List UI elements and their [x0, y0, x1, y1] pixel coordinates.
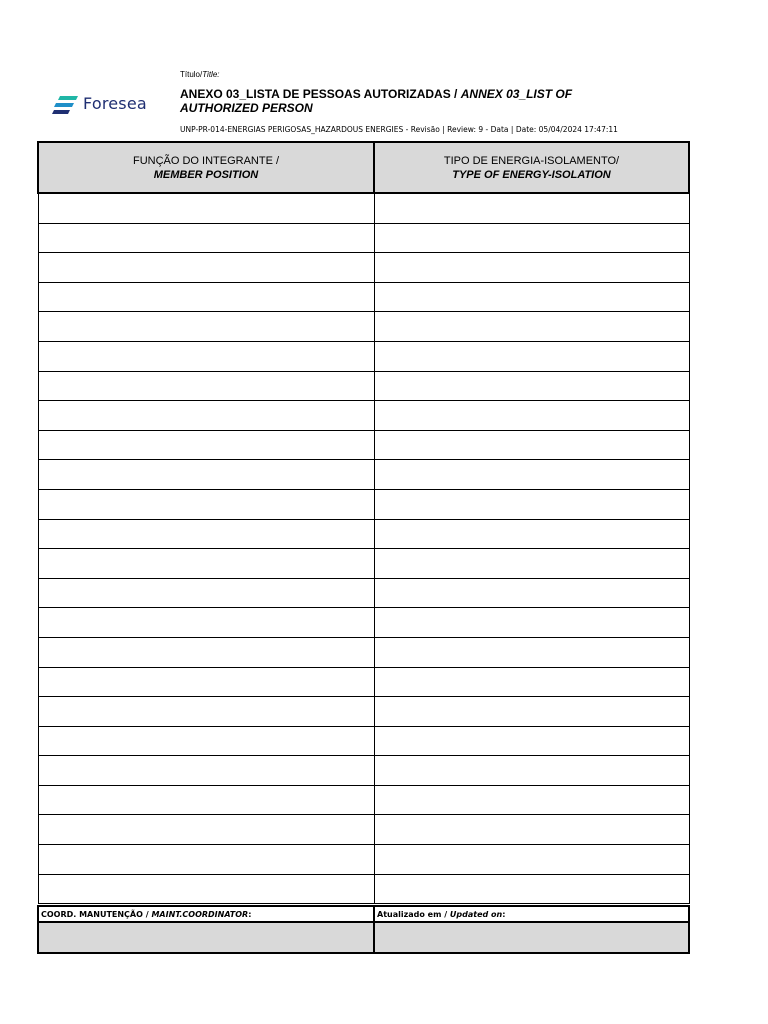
coordinator-label: COORD. MANUTENÇÃO / MAINT.COORDINATOR:: [38, 906, 374, 922]
energy-isolation-cell[interactable]: [374, 549, 689, 579]
table-row: [38, 845, 689, 875]
table-row: [38, 697, 689, 727]
member-position-cell[interactable]: [38, 193, 374, 223]
energy-isolation-cell[interactable]: [374, 193, 689, 223]
energy-isolation-cell[interactable]: [374, 312, 689, 342]
coordinator-label-en: MAINT.COORDINATOR: [151, 909, 249, 919]
table-row: [38, 549, 689, 579]
energy-isolation-cell[interactable]: [374, 253, 689, 283]
energy-isolation-cell[interactable]: [374, 460, 689, 490]
column-header-energy-type: [374, 142, 689, 193]
member-position-cell[interactable]: [38, 578, 374, 608]
updated-on-label-en: Updated on: [449, 909, 503, 919]
member-position-cell[interactable]: [38, 401, 374, 431]
energy-isolation-cell[interactable]: [374, 341, 689, 371]
footer-input-row: [38, 922, 689, 953]
table-row: [38, 667, 689, 697]
member-position-cell[interactable]: [38, 489, 374, 519]
member-position-cell[interactable]: [38, 845, 374, 875]
member-position-cell[interactable]: [38, 253, 374, 283]
table-row: [38, 726, 689, 756]
table-row: [38, 489, 689, 519]
member-position-cell[interactable]: [38, 371, 374, 401]
energy-isolation-cell[interactable]: [374, 223, 689, 253]
table-row: [38, 637, 689, 667]
coordinator-field[interactable]: [38, 922, 374, 953]
title-label: [180, 70, 220, 79]
table-row: [38, 223, 689, 253]
updated-on-label: Atualizado em / Updated on:: [374, 906, 689, 922]
member-position-cell[interactable]: [38, 608, 374, 638]
energy-isolation-cell[interactable]: [374, 489, 689, 519]
table-row: [38, 608, 689, 638]
energy-isolation-cell[interactable]: [374, 726, 689, 756]
energy-isolation-cell[interactable]: [374, 401, 689, 431]
document-title-pt: ANEXO 03_LISTA DE PESSOAS AUTORIZADAS /: [180, 87, 458, 101]
table-row: [38, 401, 689, 431]
column-header-en: TYPE OF ENERGY-ISOLATION: [452, 168, 611, 181]
column-header-member-position: [38, 142, 374, 193]
column-header-pt: TIPO DE ENERGIA-ISOLAMENTO/: [443, 154, 620, 167]
document-meta: UNP-PR-014-ENERGIAS PERIGOSAS_HAZARDOUS ENERGIES - Revisão | Review: 9 - Data | Date: 05/04/2024 17:47:11: [180, 125, 618, 134]
table-row: [38, 341, 689, 371]
title-label-pt: Título/: [180, 70, 203, 79]
table-row: [38, 430, 689, 460]
energy-isolation-cell[interactable]: [374, 785, 689, 815]
foresea-logo-icon: [52, 95, 80, 115]
energy-isolation-cell[interactable]: [374, 371, 689, 401]
table-row: [38, 282, 689, 312]
table-row: [38, 756, 689, 786]
member-position-cell[interactable]: [38, 341, 374, 371]
table-row: [38, 874, 689, 904]
member-position-cell[interactable]: [38, 430, 374, 460]
energy-isolation-cell[interactable]: [374, 697, 689, 727]
table-body: [38, 193, 689, 904]
member-position-cell[interactable]: [38, 785, 374, 815]
column-header-pt: FUNÇÃO DO INTEGRANTE /: [132, 154, 280, 167]
member-position-cell[interactable]: [38, 815, 374, 845]
table-row: [38, 193, 689, 223]
column-header-en: MEMBER POSITION: [153, 168, 259, 181]
member-position-cell[interactable]: [38, 726, 374, 756]
member-position-cell[interactable]: [38, 282, 374, 312]
table-row: [38, 253, 689, 283]
member-position-cell[interactable]: [38, 874, 374, 904]
member-position-cell[interactable]: [38, 460, 374, 490]
member-position-cell[interactable]: [38, 637, 374, 667]
document-title-en: ANNEX 03_LIST OF AUTHORIZED PERSON: [180, 87, 573, 115]
updated-on-field[interactable]: [374, 922, 689, 953]
energy-isolation-cell[interactable]: [374, 519, 689, 549]
table-row: [38, 815, 689, 845]
table-row: [38, 519, 689, 549]
table-row: [38, 460, 689, 490]
footer-label-row: [38, 906, 689, 922]
title-label-en: Title:: [202, 70, 220, 79]
member-position-cell[interactable]: [38, 223, 374, 253]
updated-on-label-pt: Atualizado em /: [377, 909, 448, 919]
table-row: [38, 371, 689, 401]
energy-isolation-cell[interactable]: [374, 815, 689, 845]
table-row: [38, 312, 689, 342]
table-row: [38, 785, 689, 815]
logo-text: Foresea: [83, 94, 147, 113]
member-position-cell[interactable]: [38, 667, 374, 697]
member-position-cell[interactable]: [38, 549, 374, 579]
energy-isolation-cell[interactable]: [374, 845, 689, 875]
energy-isolation-cell[interactable]: [374, 637, 689, 667]
footer-table: [37, 905, 690, 954]
authorized-persons-table: [37, 141, 690, 904]
member-position-cell[interactable]: [38, 312, 374, 342]
foresea-logo: [52, 92, 162, 118]
coordinator-label-pt: COORD. MANUTENÇÃO /: [41, 909, 149, 919]
member-position-cell[interactable]: [38, 756, 374, 786]
member-position-cell[interactable]: [38, 697, 374, 727]
energy-isolation-cell[interactable]: [374, 430, 689, 460]
member-position-cell[interactable]: [38, 519, 374, 549]
energy-isolation-cell[interactable]: [374, 874, 689, 904]
energy-isolation-cell[interactable]: [374, 608, 689, 638]
energy-isolation-cell[interactable]: [374, 667, 689, 697]
table-row: [38, 578, 689, 608]
document-title: [180, 87, 630, 115]
table-header-row: [38, 142, 689, 193]
energy-isolation-cell[interactable]: [374, 282, 689, 312]
energy-isolation-cell[interactable]: [374, 756, 689, 786]
energy-isolation-cell[interactable]: [374, 578, 689, 608]
